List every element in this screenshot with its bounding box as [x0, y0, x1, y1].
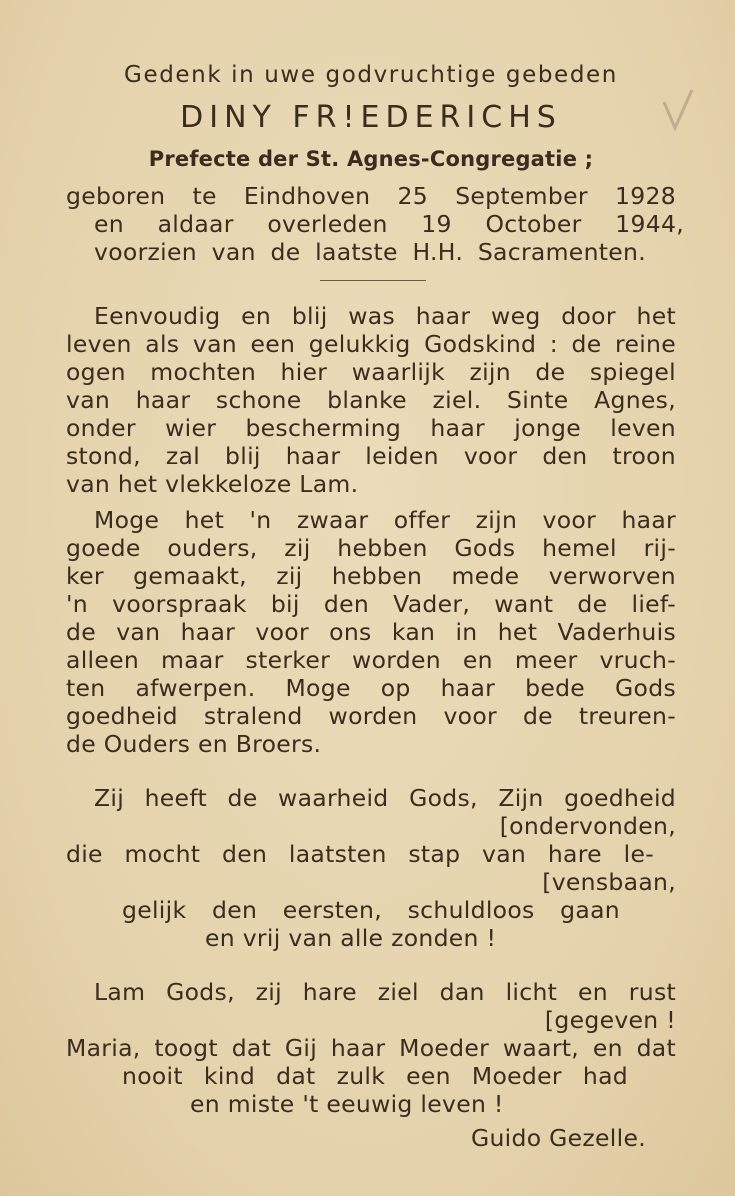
paragraph1-line: ogen mochten hier waarlijk zijn de spiegel: [66, 358, 676, 386]
paragraph2-line: ten afwerpen. Moge op haar bede Gods: [66, 674, 676, 702]
paragraph2-line: goede ouders, zij hebben Gods hemel rij-: [66, 534, 676, 562]
paragraph2-line: goedheid stralend worden voor de treuren-: [66, 702, 676, 730]
paragraph2-line: Moge het 'n zwaar offer zijn voor haar: [94, 506, 676, 534]
subtitle: Prefecte der St. Agnes-Congregatie ;: [148, 147, 594, 171]
death-line: en aldaar overleden 19 October 1944,: [94, 210, 684, 238]
paragraph1-line: van haar schone blanke ziel. Sinte Agnes,: [66, 386, 676, 414]
paragraph2-line: 'n voorspraak bij den Vader, want de lief-: [66, 590, 676, 618]
poem-line: en miste 't eeuwig leven !: [190, 1090, 504, 1118]
paragraph2-line: alleen maar sterker worden en meer vruch-: [66, 646, 676, 674]
poem-line: Maria, toogt dat Gij haar Moeder waart, en dat: [66, 1034, 676, 1062]
poem-line: Lam Gods, zij hare ziel dan licht en rust: [94, 978, 676, 1006]
paragraph1-line: van het vlekkeloze Lam.: [66, 470, 359, 498]
poem-line: Zij heeft de waarheid Gods, Zijn goedheid: [94, 784, 676, 812]
deceased-name: DINY FR!EDERICHS: [180, 100, 562, 135]
poem-line: en vrij van alle zonden !: [205, 924, 497, 952]
paragraph1-line: Eenvoudig en blij was haar weg door het: [94, 302, 676, 330]
poem-line: [ondervonden,: [499, 812, 676, 840]
paragraph1-line: leven als van een gelukkig Godskind : de reine: [66, 330, 676, 358]
paragraph2-line: de Ouders en Broers.: [66, 730, 322, 758]
poem-line: die mocht den laatsten stap van hare le-: [66, 840, 654, 868]
paragraph1-line: stond, zal blij haar leiden voor den troon: [66, 442, 676, 470]
poem-line: gelijk den eersten, schuldloos gaan: [122, 896, 620, 924]
poem-line: nooit kind dat zulk een Moeder had: [122, 1062, 628, 1090]
paragraph2-line: de van haar voor ons kan in het Vaderhuis: [66, 618, 676, 646]
intro-line: Gedenk in uwe godvruchtige gebeden: [124, 62, 618, 88]
paragraph2-line: ker gemaakt, zij hebben mede verworven: [66, 562, 676, 590]
signature: Guido Gezelle.: [470, 1124, 646, 1152]
divider: [320, 280, 426, 281]
paragraph1-line: onder wier bescherming haar jonge leven: [66, 414, 676, 442]
poem-line: [gegeven !: [544, 1006, 676, 1034]
sacraments-line: voorzien van de laatste H.H. Sacramenten.: [94, 238, 646, 266]
birth-line: geboren te Eindhoven 25 September 1928: [66, 182, 676, 210]
poem-line: [vensbaan,: [542, 868, 676, 896]
